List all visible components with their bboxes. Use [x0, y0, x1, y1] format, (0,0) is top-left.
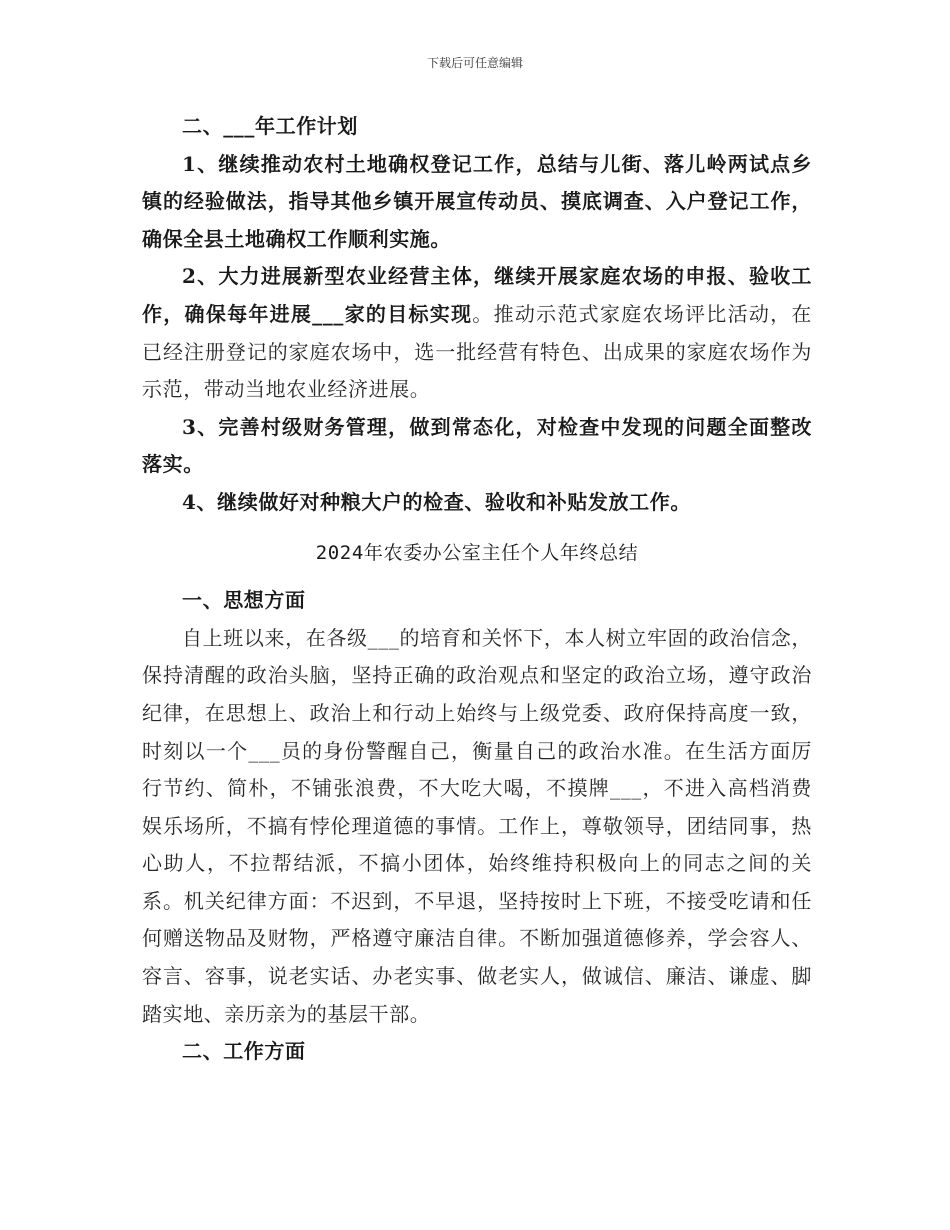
- page-header: 下载后可任意编辑: [426, 56, 523, 70]
- document-body: [142, 108, 812, 1071]
- plan-item-2: [142, 258, 812, 408]
- plan-item-3: 3、完善村级财务管理，做到常态化，对检查中发现的问题全面整改落实。: [142, 414, 812, 477]
- plan-item-2-normal: 。推动示范式家庭农场评比活动，在已经注册登记的家庭农场中，选一批经营有特色、出成果的家庭农场作为示范，带动当地农业经济进展。: [142, 301, 812, 402]
- plan-heading: 二、___年工作计划: [182, 114, 358, 138]
- section-1-body: 自上班以来，在各级___的培育和关怀下，本人树立牢固的政治信念，保持清醒的政治头脑，坚持正确的政治观点和坚定的政治立场，遵守政治纪律，在思想上、政治上和行动上始终与上级党委、政府保持高度一致，时刻以一个___员的身份警醒自己，衡量自己的政治水准。在生活方面厉行节约、简朴，不铺张浪费，不大吃大喝，不摸牌___，不进入高档消费娱乐场所，不搞有悖伦理道德的事情。工作上，尊敬领导，团结同事，热心助人，不拉帮结派，不搞小团体，始终维持积极向上的同志之间的关系。机关纪律方面：不迟到，不早退，坚持按时上下班，不接受吃请和任何赠送物品及财物，严格遵守廉洁自律。不断加强道德修养，学会容人、容言、容事，说老实话、办老实事、做老实人，做诚信、廉洁、谦虚、脚踏实地、亲历亲为的基层干部。: [142, 625, 812, 1026]
- summary-title: 2024年农委办公室主任个人年终总结: [315, 541, 639, 564]
- plan-item-1: 1、继续推动农村土地确权登记工作，总结与儿街、落儿岭两试点乡镇的经验做法，指导其他乡镇开展宣传动员、摸底调查、入户登记工作，确保全县土地确权工作顺利实施。: [142, 151, 812, 251]
- section-1-heading: 一、思想方面: [182, 588, 306, 613]
- plan-item-4: 4、继续做好对种粮大户的检查、验收和补贴发放工作。: [182, 489, 691, 514]
- section-2-heading: 二、工作方面: [182, 1039, 306, 1064]
- plan-item-2-bold: 2、大力进展新型农业经营主体，继续开展家庭农场的申报、验收工作，确保每年进展___家的目标实现: [142, 264, 812, 326]
